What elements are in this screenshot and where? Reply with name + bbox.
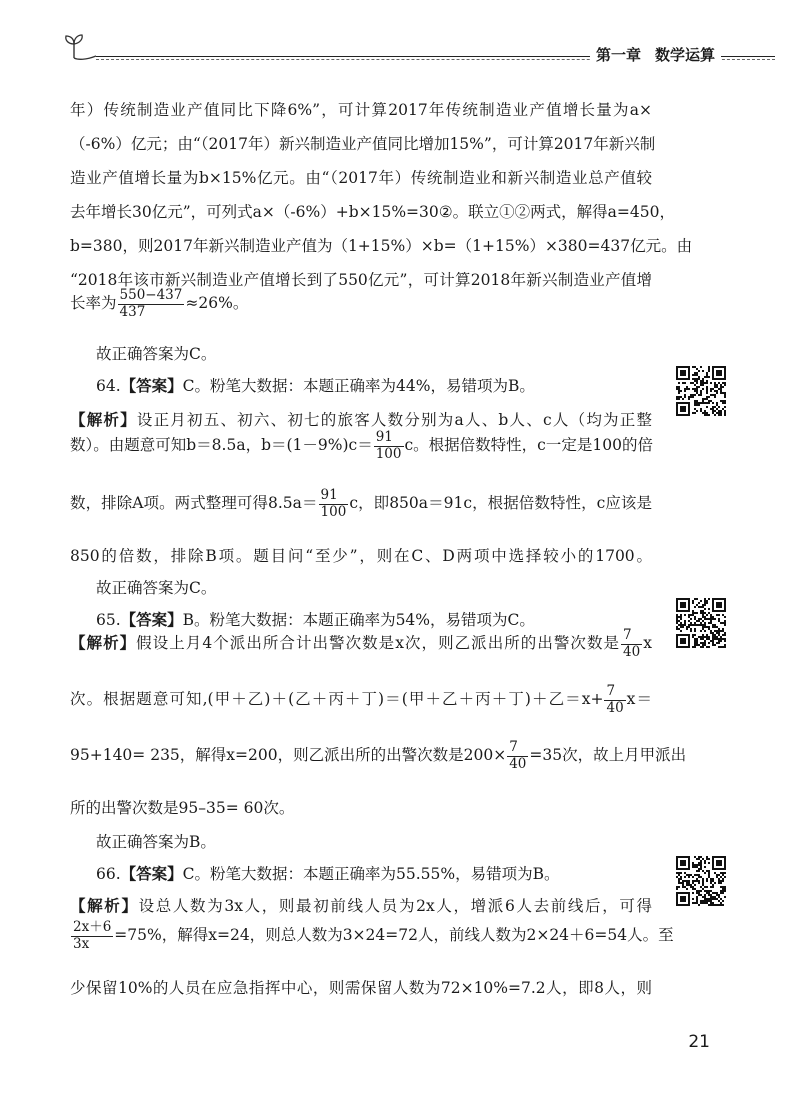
fraction-denominator: 40 xyxy=(623,643,641,660)
fraction xyxy=(319,488,349,520)
text-line xyxy=(70,919,674,952)
analysis-tag: 【解析】 xyxy=(70,897,139,915)
text-fragment: =75%，解得x=24，则总人数为3×24=72人，前线人数为2×24＋6=54人。至 xyxy=(114,926,674,945)
question-65-answer xyxy=(70,608,652,630)
text-fragment: 长率为 xyxy=(70,294,117,313)
page-header xyxy=(60,28,775,68)
question-64-answer xyxy=(70,374,652,396)
answer-tag: 【答案】 xyxy=(120,611,183,629)
text-line: 造业产值增长量为b×15%亿元。由“（2017年）传统制造业和新兴制造业总产值较 xyxy=(70,169,652,187)
text-fragment: 次。根据题意可知,(甲＋乙)＋(乙＋丙＋丁)＝(甲＋乙＋丙＋丁)＋乙＝x+ xyxy=(70,690,604,709)
text-line: 去年增长30亿元”，可列式a×（-6%）+b×15%=30②。联立①②两式，解得a=450， xyxy=(70,203,675,221)
text-fragment: x xyxy=(643,634,652,653)
fraction xyxy=(374,430,404,462)
answer-text: B。粉笔大数据：本题正确率为54%，易错项为C。 xyxy=(182,611,535,629)
text-fragment: 假设上月4个派出所合计出警次数是x次，则乙派出所的出警次数是 xyxy=(136,634,621,653)
answer-line: 故正确答案为B。 xyxy=(96,833,216,851)
fraction-numerator: 2x＋6 xyxy=(73,919,112,935)
text-fragment: 数，排除A项。两式整理可得8.5a＝ xyxy=(70,494,318,513)
text-fragment: ≈26%。 xyxy=(185,294,249,313)
fraction-denominator: 100 xyxy=(375,445,402,462)
qr-code-icon[interactable] xyxy=(676,366,726,416)
answer-line: 故正确答案为C。 xyxy=(96,345,217,363)
text-fragment: 95+140= 235，解得x=200，则乙派出所的出警次数是200× xyxy=(70,746,507,765)
text-fragment: c，即850a＝91c，根据倍数特性，c应该是 xyxy=(349,494,652,513)
text-line xyxy=(70,408,652,430)
text-line xyxy=(70,288,652,320)
answer-tag: 【答案】 xyxy=(120,865,183,883)
fraction-denominator: 3x xyxy=(73,935,90,952)
text-fragment: x＝ xyxy=(626,690,652,709)
fraction-numerator: 550−437 xyxy=(119,287,183,303)
text-fragment: 数）。由题意可知b＝8.5a，b＝(1－9%)c＝ xyxy=(70,436,373,455)
fraction-denominator: 40 xyxy=(509,755,527,772)
text-line: 850的倍数，排除B项。题目问“至少”，则在C、D两项中选择较小的1700。 xyxy=(70,547,652,565)
text-line xyxy=(70,894,652,916)
fraction xyxy=(621,628,642,660)
fraction-numerator: 91 xyxy=(319,488,349,505)
fraction-denominator: 437 xyxy=(119,303,146,320)
text-line xyxy=(70,684,652,716)
text-line xyxy=(70,739,687,772)
question-66-answer xyxy=(70,862,652,884)
fraction-numerator: 91 xyxy=(374,430,404,447)
text-line xyxy=(70,628,652,660)
qr-code-icon[interactable] xyxy=(676,598,726,648)
text-fragment: c。根据倍数特性，c一定是100的倍 xyxy=(404,436,653,455)
text-line xyxy=(70,430,652,462)
answer-text: C。粉笔大数据：本题正确率为44%，易错项为B。 xyxy=(182,377,535,395)
fraction-denominator: 100 xyxy=(320,503,347,520)
analysis-tag: 【解析】 xyxy=(70,634,137,653)
fraction xyxy=(507,740,528,772)
fraction-denominator: 40 xyxy=(606,699,624,716)
fraction-numerator: 7 xyxy=(621,628,642,645)
fraction-numerator: 7 xyxy=(604,684,625,701)
chapter-title xyxy=(590,44,721,65)
qr-code-icon[interactable] xyxy=(676,856,726,906)
chapter-number: 第一章 xyxy=(595,46,641,64)
answer-line: 故正确答案为C。 xyxy=(96,579,217,597)
text-fragment: 设正月初五、初六、初七的旅客人数分别为a人、b人、c人（均为正整 xyxy=(136,411,652,429)
text-line: 少保留10%的人员在应急指挥中心，则需保留人数为72×10%=7.2人，即8人，则 xyxy=(70,979,652,997)
fraction-numerator: 7 xyxy=(507,740,528,757)
text-line: 所的出警次数是95–35= 60次。 xyxy=(70,799,295,817)
fraction xyxy=(71,920,113,952)
text-fragment: 设总人数为3x人，则最初前线人员为2x人，增派6人去前线后，可得 xyxy=(138,897,652,915)
answer-tag: 【答案】 xyxy=(120,377,183,395)
text-line xyxy=(70,488,652,520)
fraction xyxy=(118,288,185,320)
text-line: （-6%）亿元；由“（2017年）新兴制造业产值同比增加15%”，可计算2017年新兴制 xyxy=(70,135,656,153)
question-number: 65. xyxy=(96,611,121,629)
page-number: 21 xyxy=(688,1032,710,1052)
text-fragment: =35次，故上月甲派出 xyxy=(529,746,687,765)
section-title: 数学运算 xyxy=(654,46,715,64)
answer-text: C。粉笔大数据：本题正确率为55.55%，易错项为B。 xyxy=(182,865,560,883)
text-line: b=380，则2017年新兴制造业产值为（1+15%）×b=（1+15%）×380=437亿元。由 xyxy=(70,237,693,255)
sprout-icon xyxy=(60,28,100,68)
fraction xyxy=(604,684,625,716)
text-line: “2018年该市新兴制造业产值增长到了550亿元”，可计算2018年新兴制造业产值增 xyxy=(70,271,652,289)
text-line: 年）传统制造业产值同比下降6%”，可计算2017年传统制造业产值增长量为a× xyxy=(70,101,652,119)
question-number: 64. xyxy=(96,377,121,395)
question-number: 66. xyxy=(96,865,121,883)
analysis-tag: 【解析】 xyxy=(70,411,137,429)
